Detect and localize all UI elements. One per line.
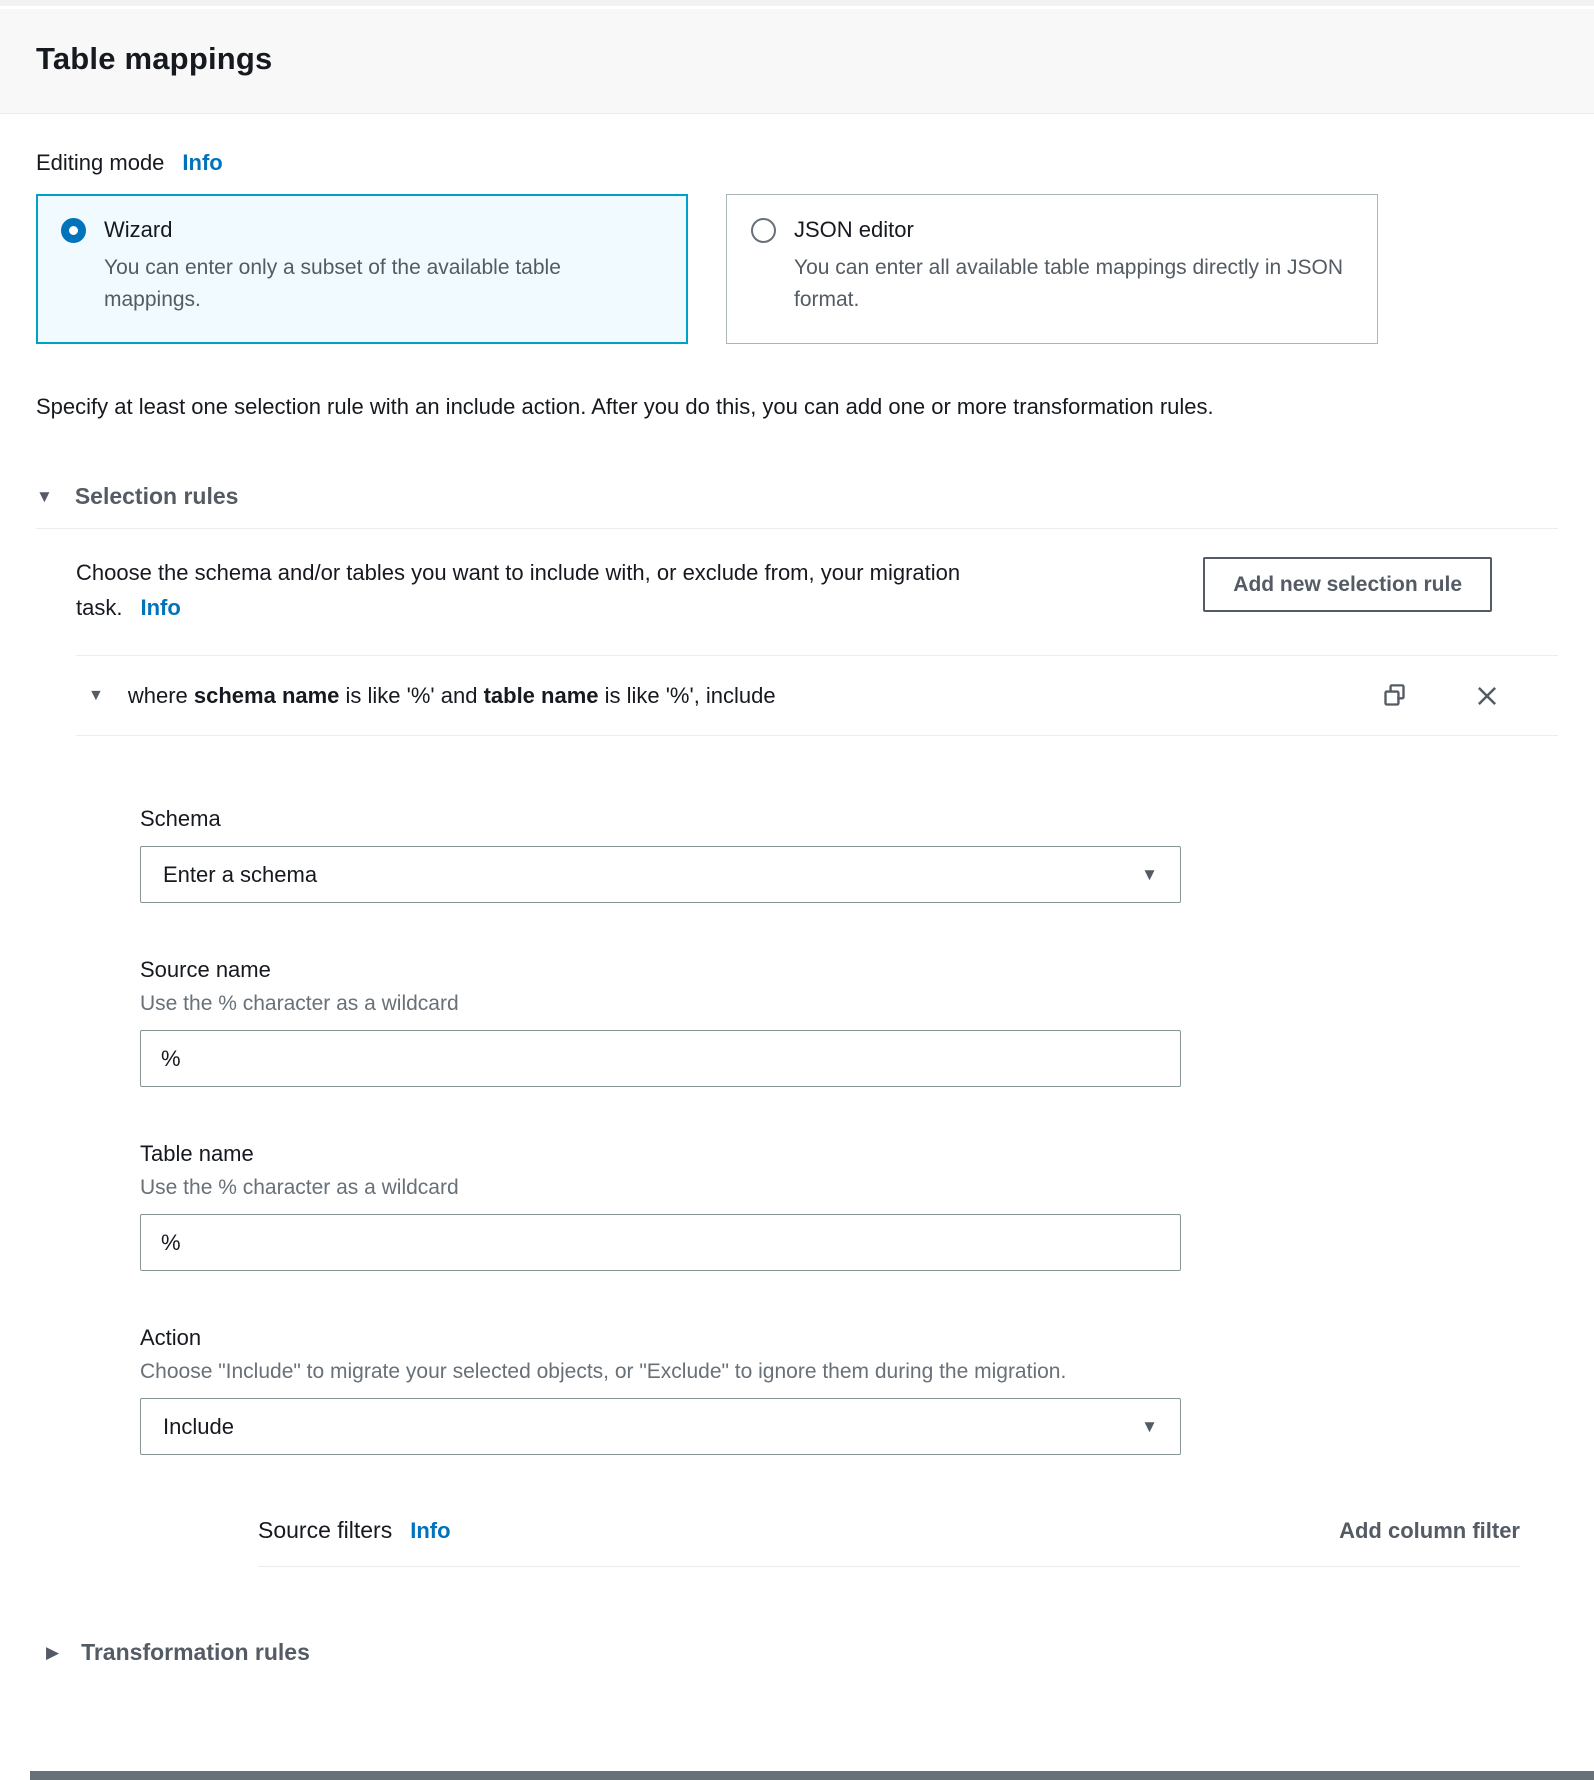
schema-select[interactable] bbox=[140, 846, 1181, 903]
panel-body bbox=[0, 114, 1594, 1666]
editing-mode-tile-json-editor[interactable] bbox=[726, 194, 1378, 344]
rule-summary-text bbox=[128, 683, 776, 709]
caret-down-icon: ▼ bbox=[88, 686, 104, 704]
horizontal-scrollbar[interactable] bbox=[30, 1771, 1594, 1780]
editing-mode-row bbox=[36, 150, 1558, 176]
rule-actions bbox=[1381, 682, 1500, 709]
chevron-down-icon: ▼ bbox=[1141, 1416, 1158, 1436]
source-name-label: Source name bbox=[140, 957, 271, 983]
table-name-hint: Use the % character as a wildcard bbox=[140, 1176, 459, 1200]
source-filters-info-link[interactable]: Info bbox=[410, 1517, 451, 1543]
schema-field-group bbox=[140, 806, 1558, 903]
selection-rules-description-text: Choose the schema and/or tables you want to include with, or exclude from, your migration task. bbox=[76, 560, 961, 621]
rule-summary-part1: where bbox=[127, 682, 194, 708]
rule-summary-schema-field: schema name bbox=[193, 682, 340, 708]
action-select[interactable] bbox=[140, 1398, 1181, 1455]
rule-summary-part3: is like '%', include bbox=[598, 682, 776, 708]
editing-mode-tile-wizard[interactable] bbox=[36, 194, 688, 344]
schema-label: Schema bbox=[140, 806, 221, 832]
duplicate-rule-button[interactable] bbox=[1381, 682, 1408, 709]
source-filters-divider bbox=[258, 1566, 1520, 1567]
selection-rules-description bbox=[76, 555, 976, 625]
rule-summary-part2: is like '%' and bbox=[339, 682, 484, 708]
action-hint: Choose "Include" to migrate your selected objects, or "Exclude" to ignore them during the migration. bbox=[140, 1360, 1067, 1384]
editing-mode-label: Editing mode bbox=[36, 150, 165, 175]
source-name-field-group bbox=[140, 957, 1558, 1087]
selection-rules-expander[interactable] bbox=[36, 483, 1558, 510]
rule-form bbox=[140, 736, 1558, 1455]
wizard-title: Wizard bbox=[104, 217, 173, 242]
selection-rules-toolbar bbox=[36, 555, 1558, 625]
json-editor-radio[interactable] bbox=[751, 218, 776, 243]
page-top-strip bbox=[0, 0, 1594, 9]
wizard-radio[interactable] bbox=[61, 218, 86, 243]
caret-down-icon: ▼ bbox=[36, 487, 53, 506]
rule-summary-table-field: table name bbox=[483, 682, 599, 708]
rule-expander[interactable] bbox=[88, 683, 776, 709]
action-field-group bbox=[140, 1325, 1558, 1455]
selection-rules-divider bbox=[36, 528, 1558, 529]
chevron-down-icon: ▼ bbox=[1141, 864, 1158, 884]
transformation-rules-title: Transformation rules bbox=[81, 1639, 310, 1666]
wizard-description: You can enter only a subset of the available table mappings. bbox=[104, 256, 561, 311]
editing-mode-tiles bbox=[36, 194, 1558, 344]
selection-rule-card bbox=[76, 655, 1558, 1567]
source-filters-header bbox=[258, 1517, 451, 1544]
json-editor-title: JSON editor bbox=[794, 217, 914, 242]
editing-mode-info-link[interactable]: Info bbox=[182, 150, 223, 175]
caret-right-icon: ▶ bbox=[46, 1643, 60, 1663]
source-name-input[interactable] bbox=[140, 1030, 1181, 1087]
action-label: Action bbox=[140, 1325, 202, 1351]
selection-rules-info-link[interactable]: Info bbox=[140, 595, 181, 621]
table-name-field-group bbox=[140, 1141, 1558, 1271]
source-filters-row bbox=[258, 1517, 1520, 1544]
action-select-value: Include bbox=[163, 1413, 234, 1439]
remove-rule-button[interactable] bbox=[1474, 683, 1500, 709]
schema-select-value: Enter a schema bbox=[163, 861, 318, 887]
selection-rules-title: Selection rules bbox=[74, 483, 239, 509]
panel-header bbox=[0, 9, 1594, 114]
transformation-rules-expander[interactable] bbox=[36, 1639, 1558, 1666]
wizard-tile-head bbox=[61, 217, 663, 243]
table-name-label: Table name bbox=[140, 1141, 254, 1167]
json-editor-tile-head bbox=[751, 217, 1353, 243]
table-name-input[interactable] bbox=[140, 1214, 1181, 1271]
source-name-hint: Use the % character as a wildcard bbox=[140, 992, 459, 1016]
rule-header bbox=[76, 656, 1558, 735]
close-icon bbox=[1474, 683, 1500, 709]
add-selection-rule-button[interactable]: Add new selection rule bbox=[1203, 557, 1492, 612]
add-column-filter-button[interactable]: Add column filter bbox=[1339, 1517, 1520, 1543]
page-title: Table mappings bbox=[36, 41, 273, 76]
intro-text: Specify at least one selection rule with an include action. After you do this, you can add one or more transformation rules. bbox=[36, 394, 1214, 419]
source-filters-label: Source filters bbox=[258, 1517, 393, 1544]
copy-icon bbox=[1381, 682, 1408, 709]
json-editor-description: You can enter all available table mappings directly in JSON format. bbox=[794, 256, 1344, 311]
